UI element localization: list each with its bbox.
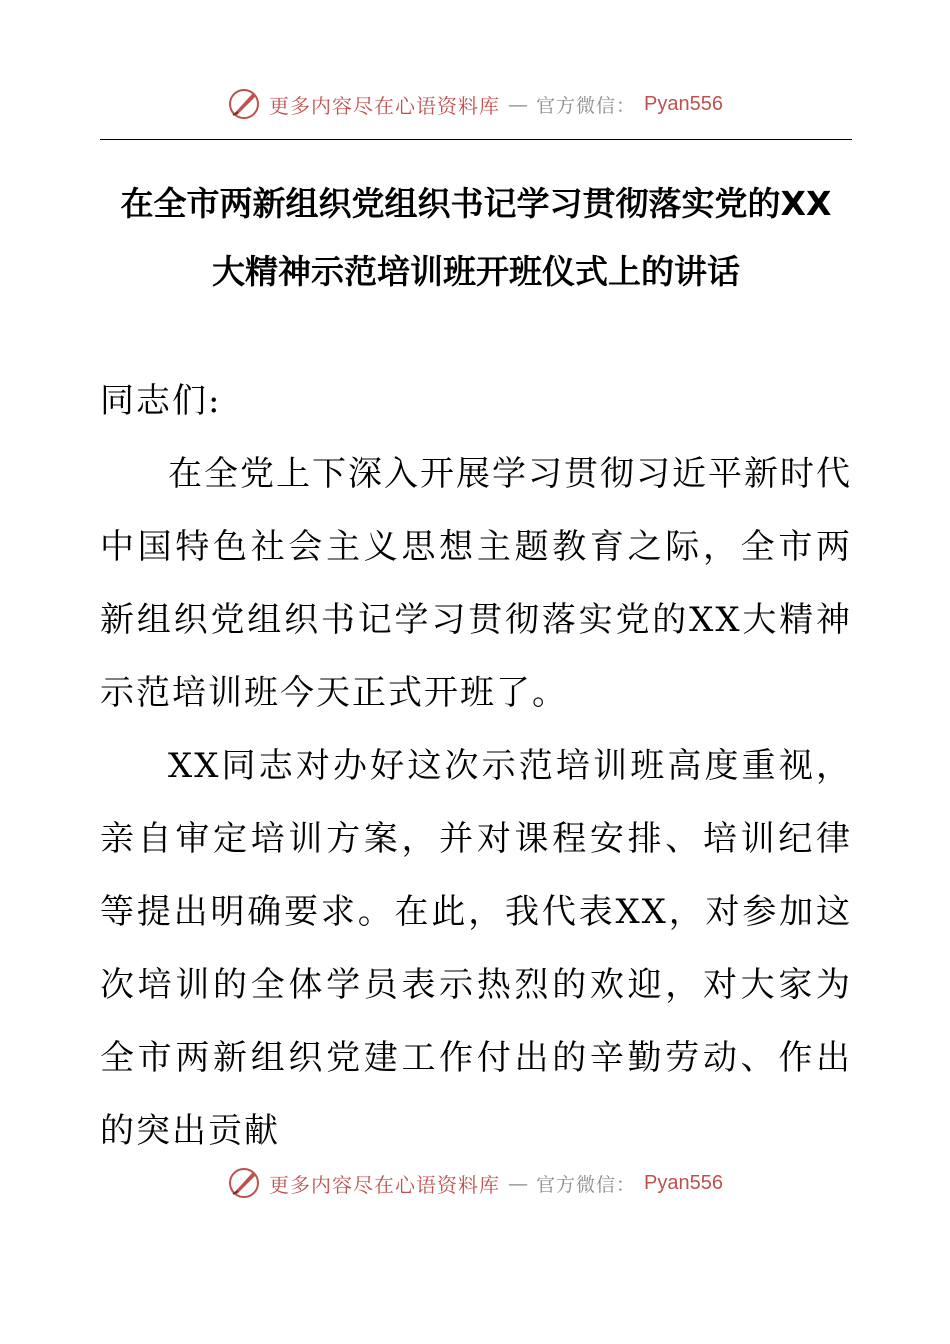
- header-banner: [0, 84, 950, 124]
- quill-pen-logo-icon: [227, 1166, 261, 1200]
- title-line-1: 在全市两新组织党组织书记学习贯彻落实党的XX: [120, 184, 832, 223]
- quill-pen-logo-icon: [227, 87, 261, 121]
- header-divider: [100, 139, 852, 140]
- header-wechat-label: 官方微信：: [536, 94, 637, 117]
- header-separator: —: [508, 92, 528, 116]
- document-body: [100, 365, 852, 1168]
- header-slogan: 更多内容尽在心语资料库: [269, 93, 500, 118]
- document-title: [100, 170, 852, 306]
- footer-wechat-id: Pyan556: [644, 1171, 723, 1194]
- footer-banner: [0, 1163, 950, 1203]
- salutation: 同志们:: [100, 381, 222, 421]
- footer-separator: —: [508, 1171, 528, 1195]
- title-line-2: 大精神示范培训班开班仪式上的讲话: [212, 252, 740, 291]
- footer-wechat-label: 官方微信：: [536, 1173, 637, 1196]
- footer-slogan: 更多内容尽在心语资料库: [269, 1172, 500, 1197]
- header-wechat-id: Pyan556: [644, 92, 723, 115]
- paragraph-2: XX同志对办好这次示范培训班高度重视，亲自审定培训方案，并对课程安排、培训纪律等提出明确要求。在此，我代表XX，对参加这次培训的全体学员表示热烈的欢迎，对大家为全市两新组织党建工作付出的辛勤劳动、作出的突出贡献: [100, 746, 852, 1151]
- paragraph-1: 在全党上下深入开展学习贯彻习近平新时代中国特色社会主义思想主题教育之际，全市两新组织党组织书记学习贯彻落实党的XX大精神示范培训班今天正式开班了。: [100, 454, 852, 713]
